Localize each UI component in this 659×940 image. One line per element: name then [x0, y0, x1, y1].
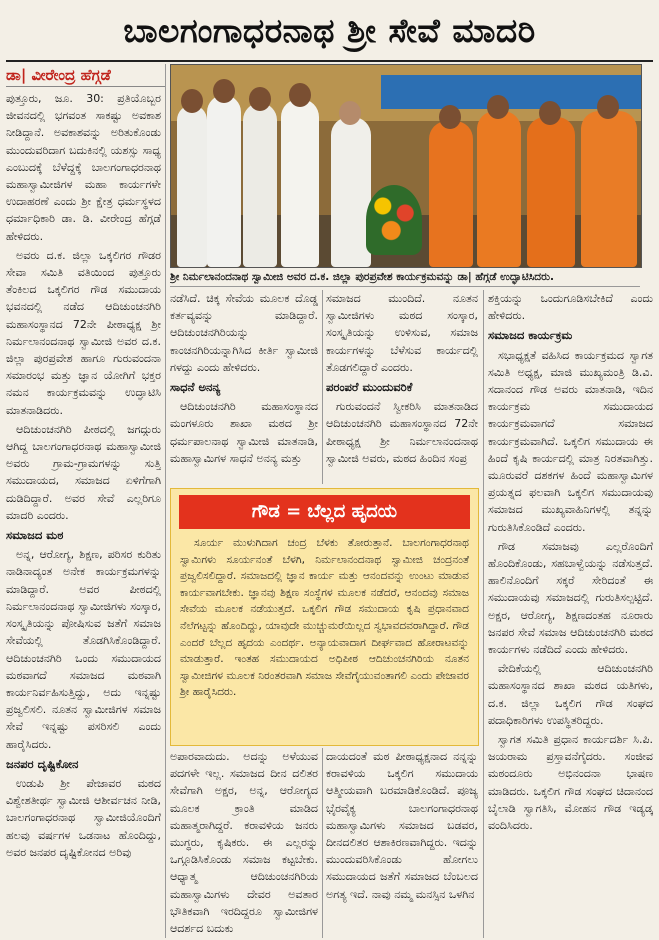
paragraph: ಆದಿಚುಂಚನಗಿರಿ ಪೀಠದಲ್ಲಿ ಜಗದ್ಗುರು ಆಗಿದ್ದ ಬಾಲಗಂಗಾಧರನಾಥ ಮಹಾಸ್ವಾಮೀಜಿ ಅವರು ಗ್ರಾಮ-ಗ್ರಾಮಗಳನ್ನು ಸುತ್ತಿ ಸಮುದಾಯದ, ಸಮಾಜದ ಏಳಿಗೆಗಾಗಿ ದುಡಿದಿದ್ದಾರೆ. ಅವರ ಸೇವೆ ಎಲ್ಲರಿಗೂ ಮಾದರಿ ಎಂದರು. — [6, 422, 161, 522]
paragraph: ಸಮಾಜದ ಮುಂದಿದೆ. ನೂತನ ಸ್ವಾಮೀಜಿಗಳು ಮಠದ ಸಂಸ್ಕಾರ, ಸಂಸ್ಕೃತಿಯನ್ನು ಉಳಿಸುವ, ಸಮಾಜ ಕಾರ್ಯಗಳನ್ನು ಬೆಳೆಸುವ ಕಾರ್ಯದಲ್ಲಿ ತೊಡಗಲಿದ್ದಾರೆ ಎಂದರು. — [326, 292, 478, 374]
sidebar-title: ಗೌಡ = ಬೆಲ್ಲದ ಹೃದಯ — [179, 495, 470, 529]
photo-person — [331, 117, 371, 267]
photo-person — [581, 111, 637, 267]
paragraph: ಶಕ್ತಿಯನ್ನು ಒಂದುಗೂಡಿಸಬೇಕಿದೆ ಎಂದು ಹೇಳಿದರು. — [488, 292, 653, 323]
column-divider — [483, 290, 484, 938]
paragraph: ಅವರು ದ.ಕ. ಜಿಲ್ಲಾ ಒಕ್ಕಲಿಗರ ಗೌಡರ ಸೇವಾ ಸಮಿತಿ ವತಿಯಿಂದ ಪುತ್ತೂರು ತೆಂಕಿಲದ ಒಕ್ಕಲಿಗರ ಗೌಡ ಸಮುದಾಯ ಭವನದಲ್ಲಿ ನಡೆದ ಆದಿಚುಂಚನಗಿರಿ ಮಹಾಸಂಸ್ಥಾನದ 72ನೇ ಪೀಠಾಧ್ಯಕ್ಷ ಶ್ರೀ ನಿರ್ಮಲಾನಂದನಾಥ ಸ್ವಾಮೀಜಿ ಅವರ ದ.ಕ. ಜಿಲ್ಲಾ ಪುರಪ್ರವೇಶ ಹಾಗೂ ಗುರುವಂದನಾ ಸಮಾರಂಭ ಮತ್ತು ಜ್ಞಾನ ಯೋಗಿಗೆ ಭಕ್ತರ ನಮನ ಕಾರ್ಯಕ್ರಮವನ್ನು ಉದ್ಘಾಟಿಸಿ ಮಾತನಾಡಿದರು. — [6, 248, 161, 417]
paragraph: ವೇದಿಕೆಯಲ್ಲಿ ಆದಿಚುಂಚನಗಿರಿ ಮಹಾಸಂಸ್ಥಾನದ ಶಾಖಾ ಮಠದ ಯತಿಗಳು, ದ.ಕ. ಜಿಲ್ಲಾ ಒಕ್ಕಲಿಗ ಗೌಡ ಸಂಘದ ಪದಾಧಿಕಾರಿಗಳು ಉಪಸ್ಥಿತರಿದ್ದರು. — [488, 662, 653, 727]
page-headline: ಬಾಲಗಂಗಾಧರನಾಥ ಶ್ರೀ ಸೇವೆ ಮಾದರಿ — [123, 11, 536, 50]
paragraph: ಅನ್ನ, ಆರೋಗ್ಯ, ಶಿಕ್ಷಣ, ಪರಿಸರ ಕುರಿತು ನಾಡಿನಾದ್ಯಂತ ಅನೇಕ ಕಾರ್ಯಕ್ರಮಗಳನ್ನು ಮಾಡಿದ್ದಾರೆ. ಅವರ ಪೀಠದಲ್ಲಿ ನಿರ್ಮಲಾನಂದನಾಥ ಸ್ವಾಮೀಜಿಗಳು ಸಂಸ್ಕಾರ, ಸಂಸ್ಕೃತಿಯನ್ನು ಪೋಷಿಸುವ ಜತೆಗೆ ಸಮಾಜ ಸೇವೆಯಲ್ಲಿ ತೊಡಗಿಸಿಕೊಂಡಿದ್ದಾರೆ. ಆದಿಚುಂಚನಗಿರಿ ಒಂದು ಸಮುದಾಯದ ಮಠವಾಗದೆ ಸಮಾಜದ ಮಠವಾಗಿ ಕಾರ್ಯನಿರ್ವಹಿಸುತ್ತಿದ್ದು, ಅದು ಇನ್ನಷ್ಟು ಪ್ರಜ್ವಲಿಸಲಿ. ನೂತನ ಸ್ವಾಮೀಜಿಗಳ ಸಮಾಜ ಸೇವೆ ಇನ್ನಷ್ಟು ಪಸರಿಸಲಿ ಎಂದು ಹಾರೈಸಿದರು. — [6, 548, 161, 751]
paragraph: ಸಭಾಧ್ಯಕ್ಷತೆ ವಹಿಸಿದ ಕಾರ್ಯಕ್ರಮದ ಸ್ವಾಗತ ಸಮಿತಿ ಅಧ್ಯಕ್ಷ, ಮಾಜಿ ಮುಖ್ಯಮಂತ್ರಿ ಡಿ.ವಿ. ಸದಾನಂದ ಗೌಡ ಅವರು ಮಾತನಾಡಿ, ಇದಿನ ಕಾರ್ಯಕ್ರಮ ಸಮುದಾಯದ ಕಾರ್ಯಕ್ರಮವಾಗದೆ ಸಮಾಜದ ಕಾರ್ಯಕ್ರಮವಾಗಿದೆ. ಒಕ್ಕಲಿಗ ಸಮುದಾಯ ಈ ಹಿಂದೆ ಕೃಷಿ ಕಾರ್ಯದಲ್ಲಿ ಮಾತ್ರ ನಿರತವಾಗಿತ್ತು. ಮೂರುವರೆ ದಶಕಗಳ ಹಿಂದೆ ಮಹಾಸ್ವಾಮಿಗಳ ಪ್ರಯತ್ನದ ಫಲವಾಗಿ ಒಕ್ಕಲಿಗ ಸಮುದಾಯವು ಸಮಾಜದ ಮುಖ್ಯವಾಹಿನಿಗಳಲ್ಲಿ ತನ್ನನ್ನು ಗುರುತಿಸಿಕೊಂಡಿದೆ ಎಂದರು. — [488, 348, 653, 534]
subheading: ಜನಪರ ದೃಷ್ಟಿಕೋನ — [6, 756, 79, 771]
article-column-3-top — [326, 290, 478, 484]
column-divider — [322, 748, 323, 938]
subheading: ಸಮಾಜದ ಮಠ — [6, 528, 64, 543]
photo-person — [477, 111, 521, 267]
photo-person — [243, 103, 277, 267]
byline: ಡಾ| ವೀರೇಂದ್ರ ಹೆಗ್ಗಡೆ — [6, 64, 166, 87]
headline-rule — [6, 60, 653, 62]
photo-head — [439, 105, 461, 129]
photo-head — [597, 95, 619, 119]
paragraph: ಸ್ವಾಗತ ಸಮಿತಿ ಪ್ರಧಾನ ಕಾರ್ಯದರ್ಶಿ ಸಿ.ಪಿ. ಜಯರಾಮ ಪ್ರಸ್ತಾವನೆಗೈದರು. ಸಂಜೀವ ಮಠಂದೂರು ಅಭಿನಂದನಾ ಭಾಷಣ ಮಾಡಿದರು. ಒಕ್ಕಲಿಗ ಗೌಡ ಸಂಘದ ಚಿದಾನಂದ ಬೈಲಾಡಿ ಸ್ವಾಗತಿಸಿ, ಮೋಹನ ಗೌಡ ಇಡ್ಯಡ್ಕ ವಂದಿಸಿದರು. — [488, 733, 653, 833]
article-column-1 — [6, 90, 161, 938]
sidebar-body — [171, 535, 478, 701]
photo-head — [181, 89, 203, 113]
sidebar-box — [170, 488, 479, 746]
photo-person — [281, 99, 319, 267]
photo-caption: ಶ್ರೀ ನಿರ್ಮಲಾನಂದನಾಥ ಸ್ವಾಮೀಜಿ ಅವರ ದ.ಕ. ಜಿಲ್ಲಾ ಪುರಪ್ರವೇಶ ಕಾರ್ಯಕ್ರಮವನ್ನು ಡಾ| ಹೆಗ್ಗಡೆ ಉದ್ಘಾಟಿಸಿದರು. — [170, 268, 640, 287]
photo-head — [249, 87, 271, 111]
photo-head — [487, 95, 509, 119]
photo-person — [207, 95, 241, 267]
article-column-2-top — [170, 290, 318, 484]
photo-person — [177, 105, 207, 267]
article-column-4 — [488, 290, 653, 938]
event-photo — [170, 64, 642, 268]
paragraph: ನಡೆಸಿದೆ. ಚಿಕ್ಕ ಸೇವೆಯ ಮೂಲಕ ದೊಡ್ಡ ಕರ್ತವ್ಯವನ್ನು ಮಾಡಿದ್ದಾರೆ. ಆದಿಚುಂಚನಗಿರಿಯನ್ನು ಕಾಂಚನಗಿರಿಯನ್ನಾಗಿಸಿದ ಕೀರ್ತಿ ಸ್ವಾಮೀಜಿ ಗಳದ್ದು ಎಂದು ಹೇಳಿದರು. — [170, 292, 318, 374]
photo-head — [213, 79, 235, 103]
paragraph: ದಾಯದಂತೆ ಮಠ ಪೀಠಾಧ್ಯಕ್ಷನಾದ ನನ್ನನ್ನು ಕರಾವಳಿಯ ಒಕ್ಕಲಿಗ ಸಮುದಾಯ ಆತ್ಮೀಯವಾಗಿ ಬರಮಾಡಿಕೊಂಡಿದೆ. ಪೂಜ್ಯ ಭೈರವೈಕ್ಯ ಬಾಲಗಂಗಾಧರನಾಥ ಮಹಾಸ್ವಾಮಿಗಳು ಸಮಾಜದ ಬಡವರ, ದೀನದಲಿತರ ಆಶಾಕಿರಣವಾಗಿದ್ದರು. ಇದನ್ನು ಮುಂದುವರಿಸಿಕೊಂಡು ಹೋಗಲು ಸಮುದಾಯದ ಜತೆಗೆ ಸಮಾಜದ ಬೆಂಬಲದ ಅಗತ್ಯ ಇದೆ. ನಾವು ನಮ್ಮ ಮನಸ್ಸಿನ ಒಳಗಿನ — [326, 750, 478, 901]
subheading: ಪರಂಪರೆ ಮುಂದುವರಿಕೆ — [326, 380, 413, 395]
column-divider — [322, 290, 323, 484]
paragraph: ಗುರುವಂದನೆ ಸ್ವೀಕರಿಸಿ ಮಾತನಾಡಿದ ಆದಿಚುಂಚನಗಿರಿ ಮಹಾಸಂಸ್ಥಾನದ 72ನೇ ಪೀಠಾಧ್ಯಕ್ಷ ಶ್ರೀ ನಿರ್ಮಲಾನಂದನಾಥ ಸ್ವಾಮೀಜಿ ಅವರು, ಮಠದ ಹಿಂದಿನ ಸಂಪ್ರ — [326, 400, 478, 465]
photo-head — [339, 101, 361, 125]
article-column-2-bottom — [170, 748, 318, 938]
article-column-3-bottom — [326, 748, 478, 938]
paragraph: ಗೌಡ ಸಮಾಜವು ಎಲ್ಲರೊಂದಿಗೆ ಹೊಂದಿಕೊಂಡು, ಸಹಬಾಳ್ವೆಯನ್ನು ನಡೆಸುತ್ತದೆ. ಹಾಲಿನೊಂದಿಗೆ ಸಕ್ಕರೆ ಸೇರಿದಂತೆ ಈ ಸಮುದಾಯವು ಸಮಾಜದಲ್ಲಿ ಗುರುತಿಸಲ್ಪಟ್ಟಿದೆ. ಅಕ್ಷರ, ಆರೋಗ್ಯ, ಶಿಕ್ಷಣದಂತಹ ನೂರಾರು ಜನಪರ ಸೇವೆ ಸಮಾಜ ಆದಿಚುಂಚನಗಿರಿ ಮಠದ ಕಾರ್ಯಗಳು ನಡೆದಿದೆ ಎಂದು ಹೇಳಿದರು. — [488, 539, 653, 657]
paragraph: ಉಡುಪಿ ಶ್ರೀ ಪೇಜಾವರ ಮಠದ ವಿಶ್ವೇಶತೀರ್ಥ ಸ್ವಾಮೀಜಿ ಆಶೀರ್ವಚನ ನೀಡಿ, ಬಾಲಗಂಗಾಧರನಾಥ ಸ್ವಾಮೀಜಿಯೊಂದಿಗೆ ಹಲವು ವರ್ಷಗಳ ಒಡನಾಟ ಹೊಂದಿದ್ದು, ಅವರ ಜನಪರ ದೃಷ್ಟಿಕೋನದ ಅರಿವು — [6, 776, 161, 859]
photo-person — [527, 117, 575, 267]
paragraph: ಆದಿಚುಂಚನಗಿರಿ ಮಹಾಸಂಸ್ಥಾನದ ಮಂಗಳೂರು ಶಾಖಾ ಮಠದ ಶ್ರೀ ಧರ್ಮಪಾಲನಾಥ ಸ್ವಾಮೀಜಿ ಮಾತನಾಡಿ, ಮಹಾಸ್ವಾಮಿಗಳ ಸಾಧನೆ ಅನನ್ಯ ಮತ್ತು — [170, 400, 318, 465]
sidebar-paragraph: ಸೂರ್ಯ ಮುಳುಗಿದಾಗ ಚಂದ್ರ ಬೆಳಕು ತೋರುತ್ತಾನೆ. ಬಾಲಗಂಗಾಧರನಾಥ ಸ್ವಾಮಿಗಳು ಸೂರ್ಯನಂತೆ ಬೆಳಗಿ, ನಿರ್ಮಲಾನಂದನಾಥ ಸ್ವಾಮೀಜಿ ಚಂದ್ರನಂತೆ ಪ್ರಜ್ವಲಿಸಲಿದ್ದಾರೆ. ಸಮಾಜದಲ್ಲಿ ಜ್ಞಾನ ಕಾರ್ಯ ಮತ್ತು ಆನಂದವನ್ನು ಉಂಟು ಮಾಡುವ ಕಾರ್ಯವಾಗಬೇಕು. ಜ್ಞಾನವು ಶಿಕ್ಷಣ ಸಂಸ್ಥೆಗಳ ಮೂಲಕ ನಡೆದರೆ, ಆನಂದವು ಸಮಾಜ ಸೇವೆಯ ಮೂಲಕ ನಡೆಯುತ್ತದೆ. ಒಕ್ಕಲಿಗ ಗೌಡ ಸಮುದಾಯ ಕೃಷಿ ಪ್ರಧಾನವಾದ ನೆಲೆಗಟ್ಟನ್ನು ಹೊಂದಿದ್ದು, ಯಾವುದೇ ಮುಚ್ಚುಮರೆಯಿಲ್ಲದ ಸ್ವಭಾವದವರಾಗಿದ್ದಾರೆ. ಗೌಡ ಎಂದರೆ ಬೆಲ್ಲದ ಹೃದಯ ಎಂದರ್ಥ. ಅನ್ಯಾಯವಾದಾಗ ದೀರ್ಘವಾದ ಹೋರಾಟವನ್ನು ಮಾಡುತ್ತಾರೆ. ಇಂತಹ ಸಮುದಾಯದ ಅಧಿಪೀಠ ಆದಿಚುಂಚನಗಿರಿಯ ನೂತನ ಸ್ವಾಮೀಜಿಗಳ ಮೂಲಕ ನಿರಂತರವಾಗಿ ಸಮಾಜ ಸೇವೆಗೈಯುವಂತಾಗಲಿ ಎಂದು ಪೇಜಾವರ ಶ್ರೀ ಹಾರೈಸಿದರು. — [180, 537, 469, 699]
photo-person — [429, 121, 473, 267]
paragraph: ಅಪಾರವಾದುದು. ಅದನ್ನು ಅಳೆಯುವ ಪದಗಳೇ ಇಲ್ಲ. ಸಮಾಜದ ದೀನ ದಲಿತರ ಸೇವೆಗಾಗಿ ಅಕ್ಷರ, ಅನ್ನ, ಆರೋಗ್ಯದ ಮೂಲಕ ಕ್ರಾಂತಿ ಮಾಡಿದ ಮಹಾತ್ಮರಾಗಿದ್ದರೆ. ಕರಾವಳಿಯ ಜನರು ಮುಗ್ಧರು, ಕೃಷಿಕರು. ಈ ಎಲ್ಲರನ್ನು ಒಗ್ಗೂಡಿಸಿಕೊಂಡು ಸಮಾಜ ಕಟ್ಟಬೇಕು. ಆಧ್ಯಾತ್ಮ ಆದಿಚುಂಚನಗಿರಿಯ ಮಹಾಸ್ವಾಮಿಗಳು ದೇವರ ಅವತಾರ ಭೌತಿಕವಾಗಿ ಇರದಿದ್ದರೂ ಸ್ವಾಮೀಜಿಗಳ ಆದರ್ಶದ ಬದುಕು — [170, 750, 318, 936]
photo-head — [539, 101, 561, 125]
subheading: ಸಾಧನೆ ಅನನ್ಯ — [170, 380, 221, 395]
column-divider — [165, 64, 166, 938]
paragraph: ಪುತ್ತೂರು, ಜೂ. 30: ಪ್ರತಿಯೊಬ್ಬರ ಜೀವನದಲ್ಲಿ ಭಗವಂತ ಸಾಕಷ್ಟು ಅವಕಾಶ ನೀಡಿದ್ದಾನೆ. ಅವಕಾಶವನ್ನು ಅರಿತುಕೊಂಡು ಮುಂದುವರಿದಾಗ ಬದುಕಿನಲ್ಲಿ ಯಶಸ್ಸು ಸಾಧ್ಯ ಎಂಬುದಕ್ಕೆ ಬೆಳೆದ್ದಕ್ಕೆ ಬಾಲಗಂಗಾಧರನಾಥ ಮಹಾಸ್ವಾಮೀಜಿಗಳ ಮಹಾ ಕಾರ್ಯಗಳೇ ಉದಾಹರಣೆ ಎಂದು ಶ್ರೀ ಕ್ಷೇತ್ರ ಧರ್ಮಸ್ಥಳದ ಧರ್ಮಾಧಿಕಾರಿ ಡಾ. ಡಿ. ವೀರೇಂದ್ರ ಹೆಗ್ಗಡೆ ಹೇಳಿದರು. — [6, 92, 161, 243]
subheading: ಸಮಾಜದ ಕಾರ್ಯಕ್ರಮ — [488, 328, 573, 343]
flower-bouquet — [366, 185, 422, 255]
photo-head — [289, 83, 311, 107]
